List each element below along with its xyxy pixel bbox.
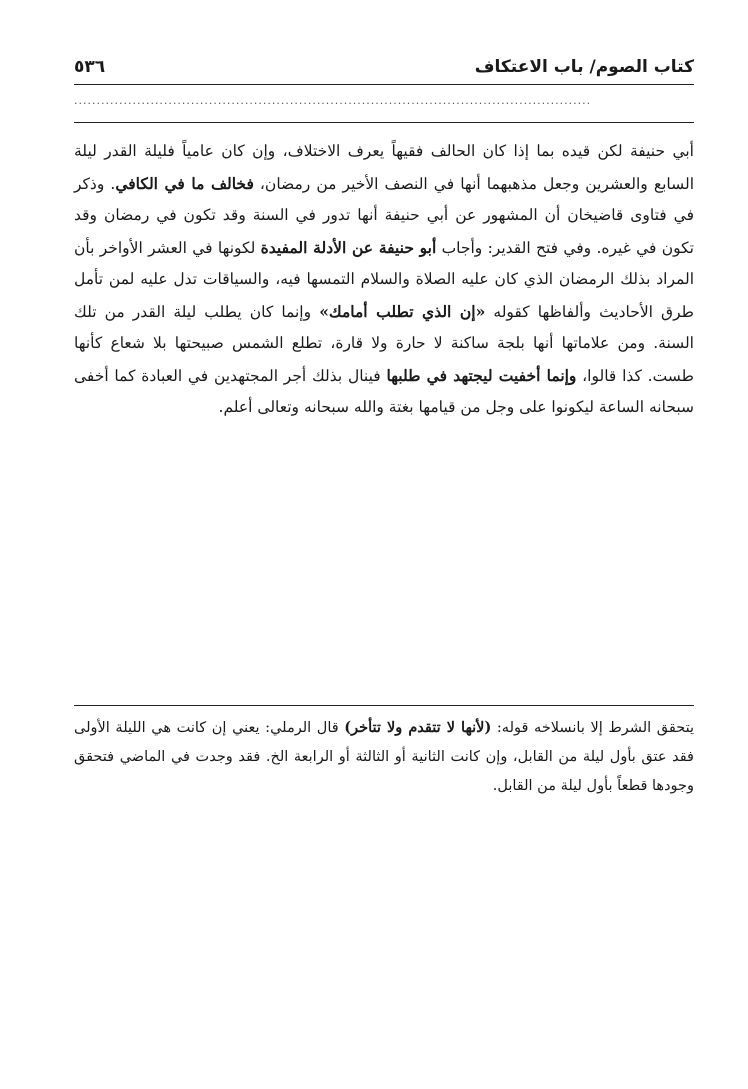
text-run: وإنما كان يطلب ليلة القدر من تلك السنة. ومن علاماتها أنها بلجة ساكنة لا حارة ولا قارة، تطلع الشمس صبيحتها بلا شعاع كأنها طست. كذا قالوا، — [74, 302, 694, 385]
text-run: فينال بذلك أجر المجتهدين في العبادة كما أخفى سبحانه الساعة ليكونوا على وجل من قيامها بغتة والله سبحانه وتعالى أعلم. — [74, 366, 694, 416]
main-paragraph — [74, 136, 694, 424]
text-run-bold: أبو حنيفة عن الأدلة المفيدة — [260, 237, 437, 257]
text-run-bold: (لأنها لا تتقدم ولا تتأخر) — [344, 719, 492, 736]
text-run: . وذكر في فتاوى قاضيخان أن المشهور عن أبي حنيفة أنها تدور في السنة وقد تكون في رمضان وقد تكون في غيره. وفي فتح القدير: وأجاب — [74, 174, 694, 257]
footnote-rule — [74, 705, 694, 706]
main-text — [74, 136, 694, 424]
page-header — [74, 52, 694, 82]
footnote-text — [74, 713, 694, 801]
page-number: ٥٣٦ — [74, 57, 106, 77]
text-run-bold: وإنما أخفيت ليجتهد في طلبها — [386, 365, 577, 385]
body-rule — [74, 122, 694, 123]
text-run: يتحقق الشرط إلا بانسلاخه قوله: — [491, 720, 694, 736]
dotted-separator: ................................................................................................................... — [74, 94, 592, 107]
text-run-bold: فخالف ما في الكافي — [115, 173, 254, 193]
text-run: قال الرملي: يعني إن كانت هي الليلة الأولى فقد عتق بأول ليلة من القابل، وإن كانت الثانية أو الثالثة أو الرابعة الخ. فقد وجدت في الماضي فتحقق وجودها قطعاً بأول ليلة من القابل. — [74, 720, 694, 794]
running-title: كتاب الصوم/ باب الاعتكاف — [474, 57, 694, 77]
footnote-paragraph — [74, 713, 694, 801]
header-rule — [74, 84, 694, 85]
text-run: أبي حنيفة لكن قيده بما إذا كان الحالف فقيهاً يعرف الاختلاف، وإن كان عامياً فليلة القدر ليلة السابع والعشرين وجعل مذهبهما أنها في النصف الأخير من رمضان، — [74, 142, 695, 193]
text-run: لكونها في العشر الأواخر بأن المراد بذلك الرمضان الذي كان عليه الصلاة والسلام التمسها فيه، والسياقات تدل عليه لمن تأمل طرق الأحاديث وألفاظها كقوله — [74, 238, 694, 321]
text-run-bold: «إن الذي تطلب أمامك» — [319, 301, 486, 321]
